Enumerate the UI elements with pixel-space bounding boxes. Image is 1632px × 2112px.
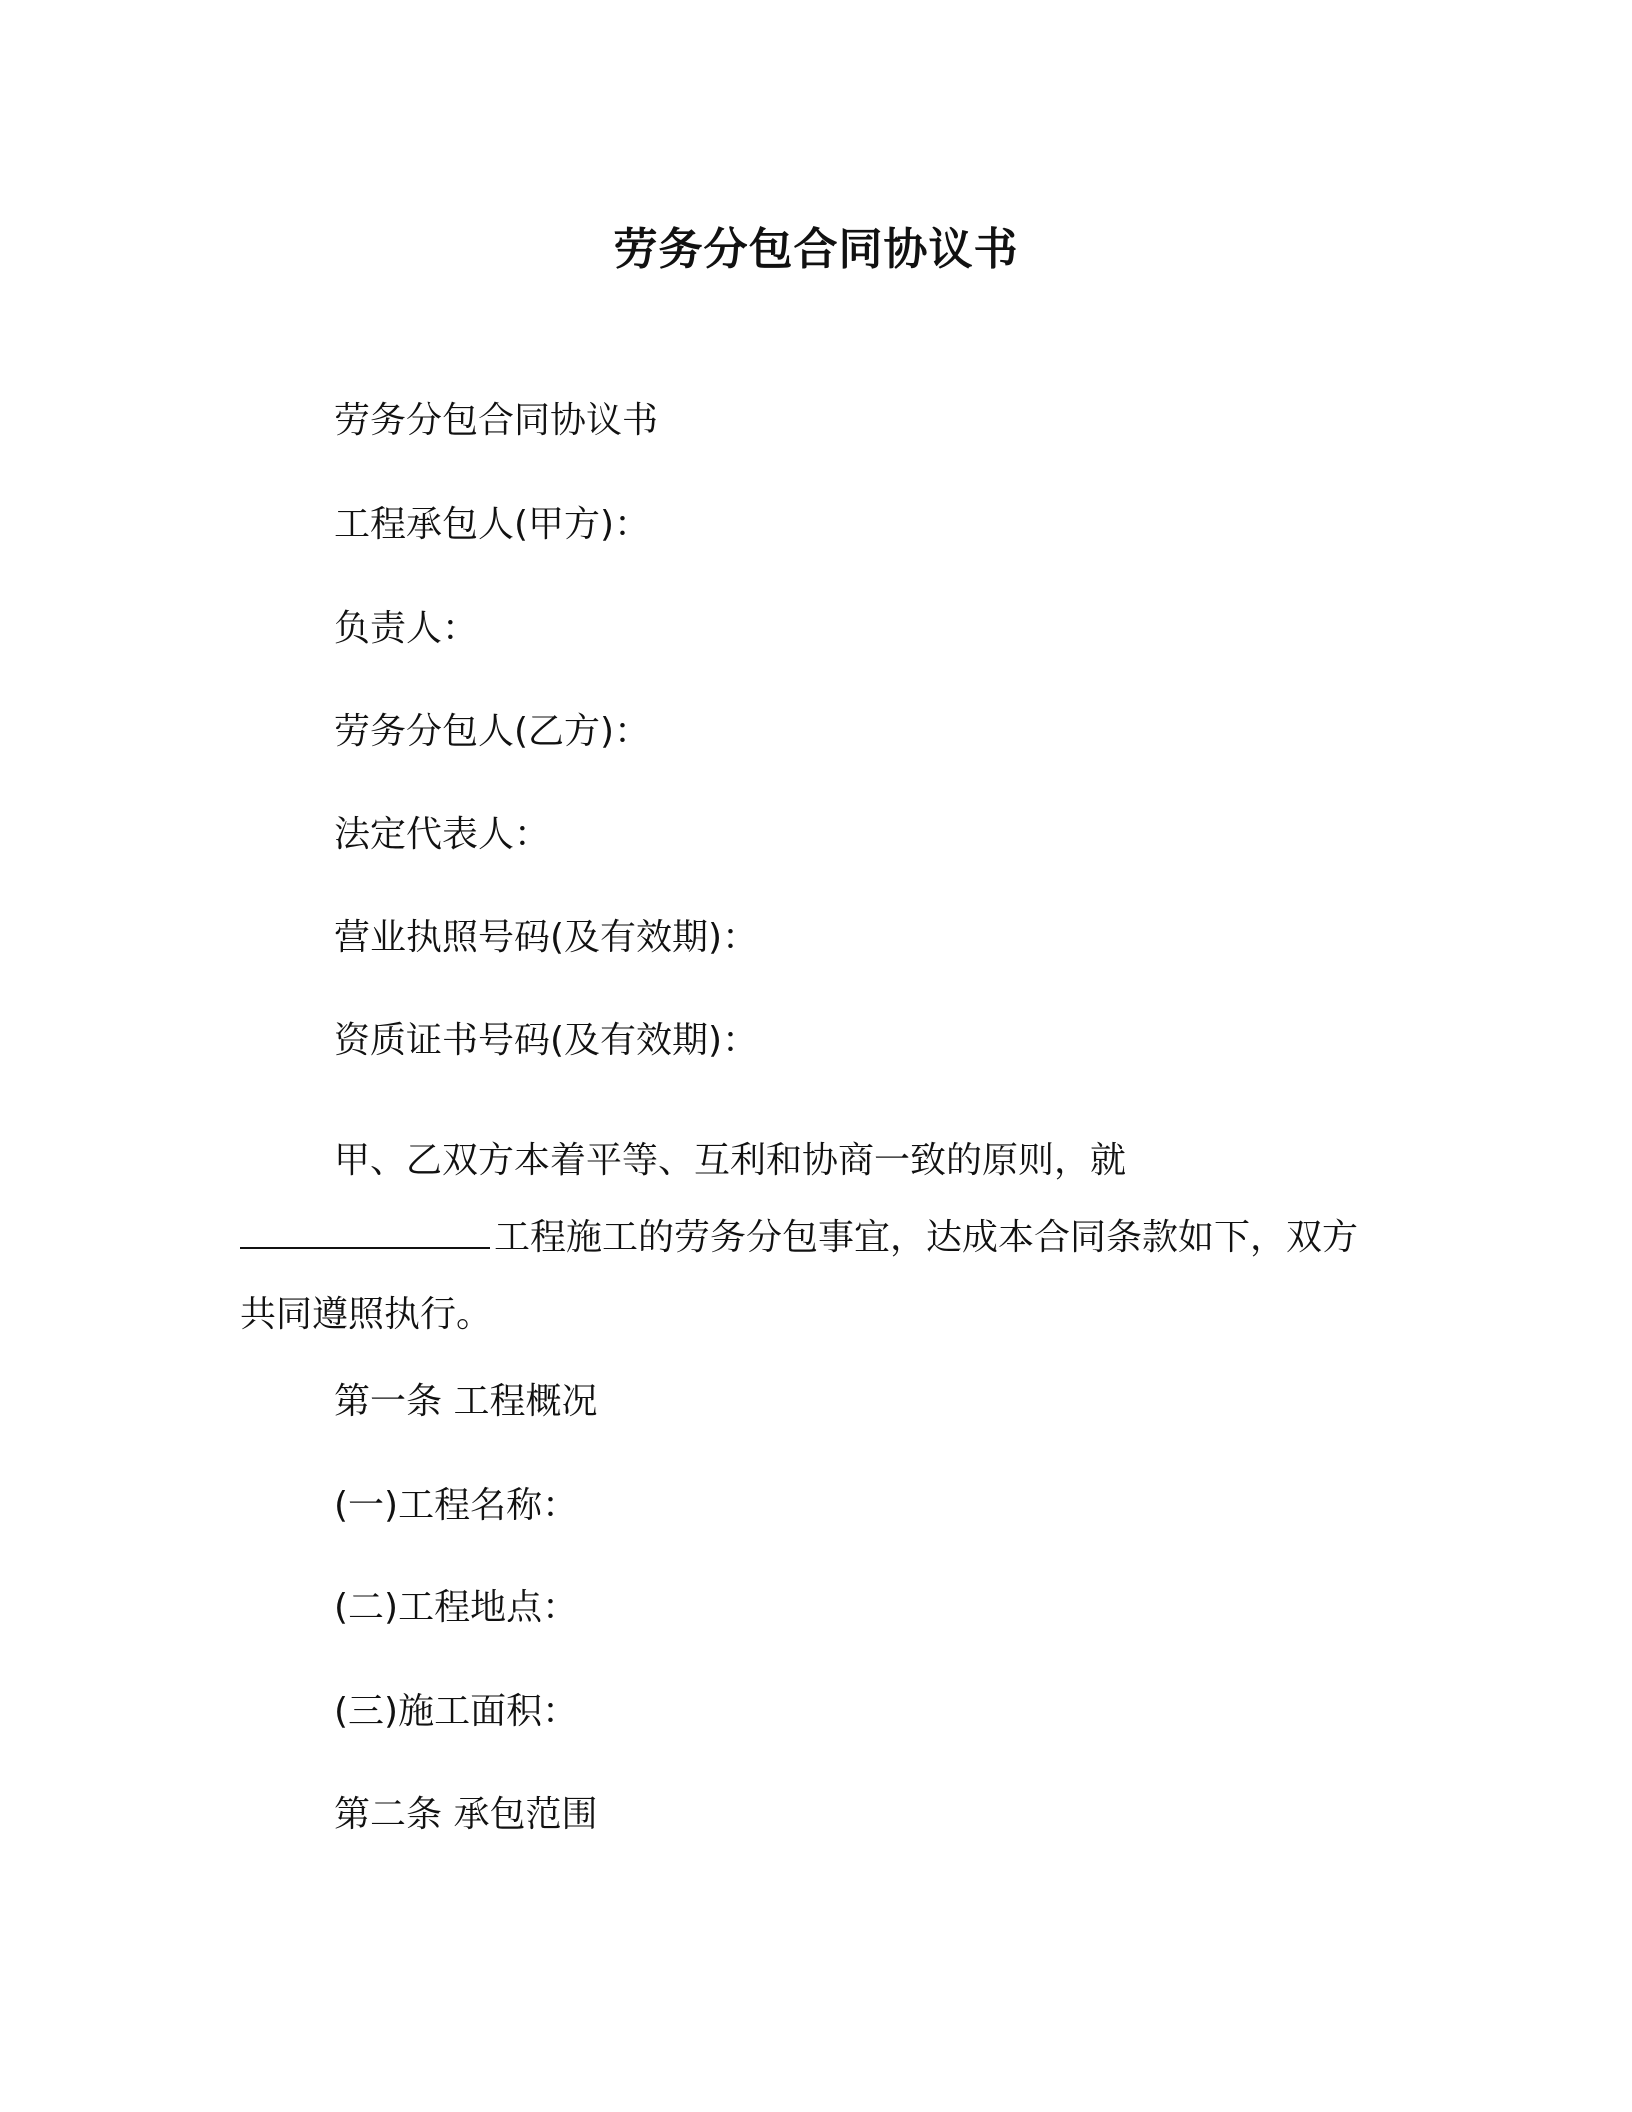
party-a-field: 工程承包人(甲方)： — [334, 504, 651, 545]
article-1-heading: 第一条 工程概况 — [334, 1381, 598, 1422]
business-license-field: 营业执照号码(及有效期)： — [334, 917, 759, 958]
project-name-blank — [240, 1217, 490, 1249]
document-title: 劳务分包合同协议书 — [613, 224, 1019, 275]
qualification-certificate-field: 资质证书号码(及有效期)： — [334, 1020, 759, 1061]
paragraph-line-1: 甲、乙双方本着平等、互利和协商一致的原则，就 — [334, 1140, 1127, 1181]
construction-area-field: (三)施工面积： — [334, 1691, 579, 1732]
subtitle-line: 劳务分包合同协议书 — [334, 400, 659, 441]
paragraph-line-3: 共同遵照执行。 — [240, 1294, 493, 1335]
legal-representative-field: 法定代表人： — [334, 814, 551, 855]
responsible-person-field: 负责人： — [334, 608, 479, 649]
article-2-heading: 第二条 承包范围 — [334, 1794, 598, 1835]
party-b-field: 劳务分包人(乙方)： — [334, 711, 651, 752]
paragraph-line-2: 工程施工的劳务分包事宜，达成本合同条款如下，双方 — [494, 1217, 1359, 1258]
project-location-field: (二)工程地点： — [334, 1587, 579, 1628]
agreement-paragraph — [240, 1122, 1390, 1353]
project-name-field: (一)工程名称： — [334, 1485, 579, 1526]
